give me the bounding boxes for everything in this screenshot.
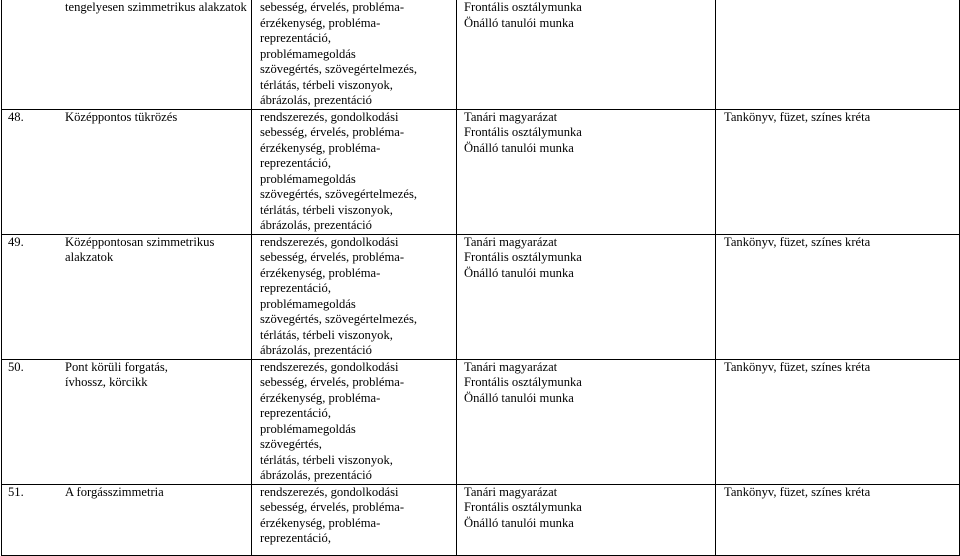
skill-line: sebesség, érvelés, probléma-	[260, 250, 405, 264]
skills-cell	[252, 109, 457, 234]
skill-line: térlátás, térbeli viszonyok,	[260, 202, 393, 217]
skills-cell	[252, 484, 457, 555]
topic-cell	[2, 0, 252, 109]
methods-cell	[457, 234, 716, 359]
skill-line: sebesség, érvelés, probléma-	[260, 125, 405, 139]
skill-line: szövegértés, szövegértelmezés,	[260, 187, 417, 201]
skill-line: szövegértés,	[260, 437, 322, 451]
skill-line: problémamegoldás	[260, 171, 356, 186]
skill-line: reprezentáció,	[260, 531, 331, 545]
table-row	[2, 0, 960, 109]
method-line: Tanári magyarázat	[464, 484, 558, 499]
skill-line: ábrázolás, prezentáció	[260, 218, 372, 232]
skill-line: érzékenység, probléma-	[260, 265, 381, 280]
topic-title: Középpontos tükrözés	[65, 109, 178, 124]
topic-title: A forgásszimmetria	[65, 484, 164, 499]
skill-line: térlátás, térbeli viszonyok,	[260, 452, 393, 467]
skill-line: problémamegoldás	[260, 296, 356, 311]
table-row	[2, 109, 960, 234]
skill-line: térlátás, térbeli viszonyok,	[260, 77, 393, 92]
skills-cell	[252, 234, 457, 359]
skill-line: problémamegoldás	[260, 46, 356, 61]
skill-line: ábrázolás, prezentáció	[260, 468, 372, 482]
tools-line: Tankönyv, füzet, színes kréta	[724, 359, 871, 374]
tools-cell	[716, 484, 960, 555]
lesson-number: 48.	[8, 109, 24, 124]
skill-line: sebesség, érvelés, probléma-	[260, 500, 405, 514]
method-line: Önálló tanulói munka	[464, 515, 574, 530]
tools-line: Tankönyv, füzet, színes kréta	[724, 234, 871, 249]
tools-line: Tankönyv, füzet, színes kréta	[724, 484, 871, 499]
topic-title: tengelyesen szimmetrikus alakzatok	[65, 0, 247, 14]
method-line: Önálló tanulói munka	[464, 265, 574, 280]
skill-line: sebesség, érvelés, probléma-	[260, 375, 405, 389]
skill-line: reprezentáció,	[260, 156, 331, 170]
methods-cell	[457, 484, 716, 555]
lesson-plan-table	[1, 0, 960, 556]
lesson-number: 51.	[8, 484, 24, 499]
lesson-number: 49.	[8, 234, 24, 249]
method-line: Frontális osztálymunka	[464, 125, 582, 139]
method-line: Önálló tanulói munka	[464, 15, 574, 30]
method-line: Frontális osztálymunka	[464, 500, 582, 514]
skills-cell	[252, 359, 457, 484]
skill-line: reprezentáció,	[260, 406, 331, 420]
skill-line: ábrázolás, prezentáció	[260, 343, 372, 357]
skill-line: érzékenység, probléma-	[260, 140, 381, 155]
topic-title: Középpontosan szimmetrikus alakzatok	[65, 234, 215, 264]
skill-line: szövegértés, szövegértelmezés,	[260, 312, 417, 326]
skills-cell	[252, 0, 457, 109]
skill-line: ábrázolás, prezentáció	[260, 93, 372, 107]
table-row	[2, 234, 960, 359]
table-row	[2, 484, 960, 555]
methods-cell	[457, 0, 716, 109]
tools-cell	[716, 0, 960, 109]
method-line: Frontális osztálymunka	[464, 375, 582, 389]
skill-line: reprezentáció,	[260, 31, 331, 45]
topic-cell	[2, 234, 252, 359]
method-line: Önálló tanulói munka	[464, 140, 574, 155]
method-line: Önálló tanulói munka	[464, 390, 574, 405]
lesson-number: 50.	[8, 359, 24, 374]
skill-line: reprezentáció,	[260, 281, 331, 295]
method-line: Frontális osztálymunka	[464, 0, 582, 14]
tools-cell	[716, 359, 960, 484]
methods-cell	[457, 109, 716, 234]
tools-cell	[716, 109, 960, 234]
tools-cell	[716, 234, 960, 359]
topic-title: Pont körüli forgatás, ívhossz, körcikk	[65, 359, 168, 389]
method-line: Frontális osztálymunka	[464, 250, 582, 264]
skill-line: rendszerezés, gondolkodási	[260, 484, 399, 499]
skill-line: sebesség, érvelés, probléma-	[260, 0, 405, 14]
skill-line: rendszerezés, gondolkodási	[260, 359, 399, 374]
method-line: Tanári magyarázat	[464, 234, 558, 249]
skill-line: problémamegoldás	[260, 421, 356, 436]
method-line: Tanári magyarázat	[464, 359, 558, 374]
methods-cell	[457, 359, 716, 484]
tools-line: Tankönyv, füzet, színes kréta	[724, 109, 871, 124]
skill-line: érzékenység, probléma-	[260, 15, 381, 30]
skill-line: érzékenység, probléma-	[260, 390, 381, 405]
skill-line: rendszerezés, gondolkodási	[260, 109, 399, 124]
topic-cell	[2, 484, 252, 555]
method-line: Tanári magyarázat	[464, 109, 558, 124]
skill-line: térlátás, térbeli viszonyok,	[260, 327, 393, 342]
skill-line: rendszerezés, gondolkodási	[260, 234, 399, 249]
topic-cell	[2, 109, 252, 234]
skill-line: szövegértés, szövegértelmezés,	[260, 62, 417, 76]
topic-cell	[2, 359, 252, 484]
table-row	[2, 359, 960, 484]
skill-line: érzékenység, probléma-	[260, 515, 381, 530]
